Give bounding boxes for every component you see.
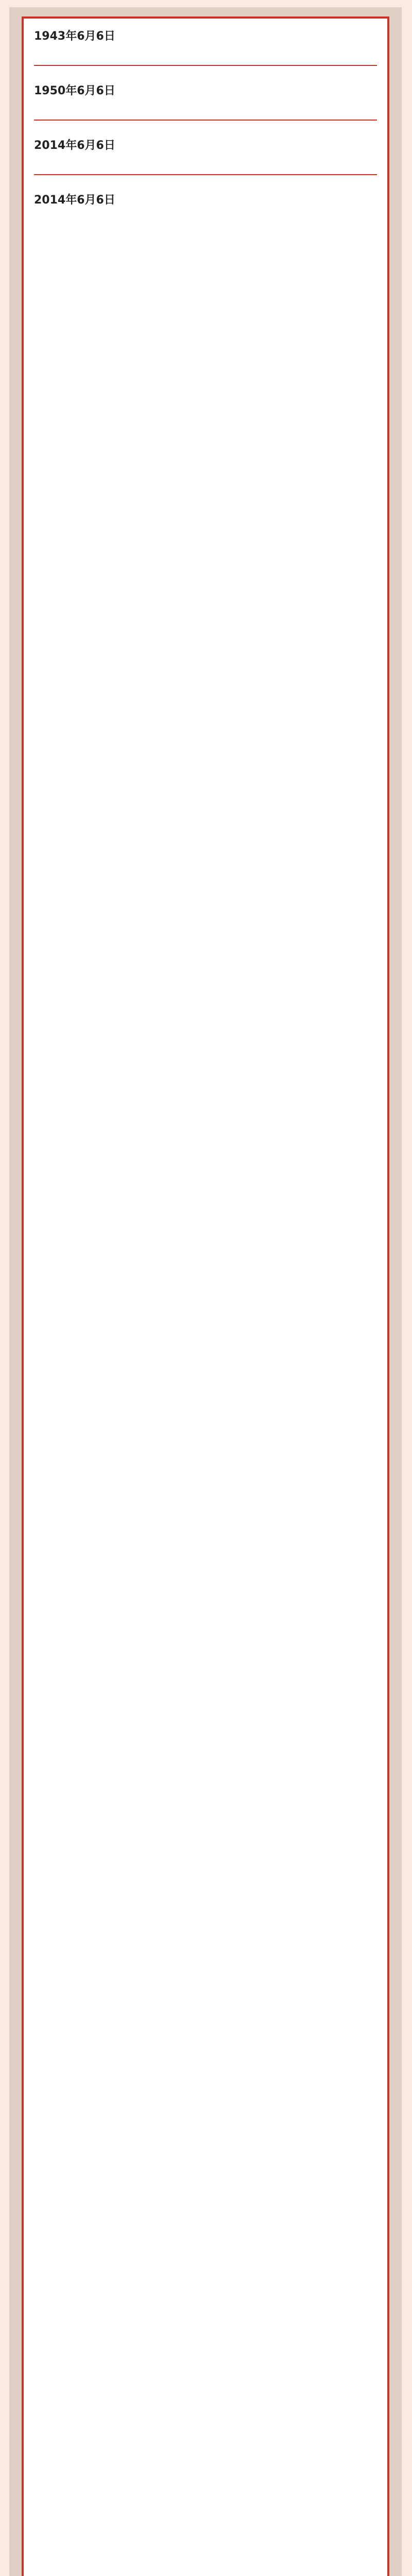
section-date: 2014年6月6日 bbox=[34, 139, 115, 152]
section-date: 1943年6月6日 bbox=[34, 30, 115, 43]
credit-line bbox=[34, 241, 377, 253]
credit-line bbox=[34, 253, 377, 266]
credit-line bbox=[34, 229, 377, 241]
section-divider bbox=[34, 174, 377, 175]
article-section bbox=[34, 136, 377, 156]
section-date: 1950年6月6日 bbox=[34, 84, 115, 97]
section-divider bbox=[34, 65, 377, 66]
article-section bbox=[34, 191, 377, 210]
section-divider bbox=[34, 120, 377, 121]
article-section bbox=[34, 27, 377, 46]
article-card bbox=[22, 16, 389, 2576]
section-date: 2014年6月6日 bbox=[34, 194, 115, 207]
article-credits bbox=[34, 229, 377, 266]
article-section bbox=[34, 81, 377, 101]
